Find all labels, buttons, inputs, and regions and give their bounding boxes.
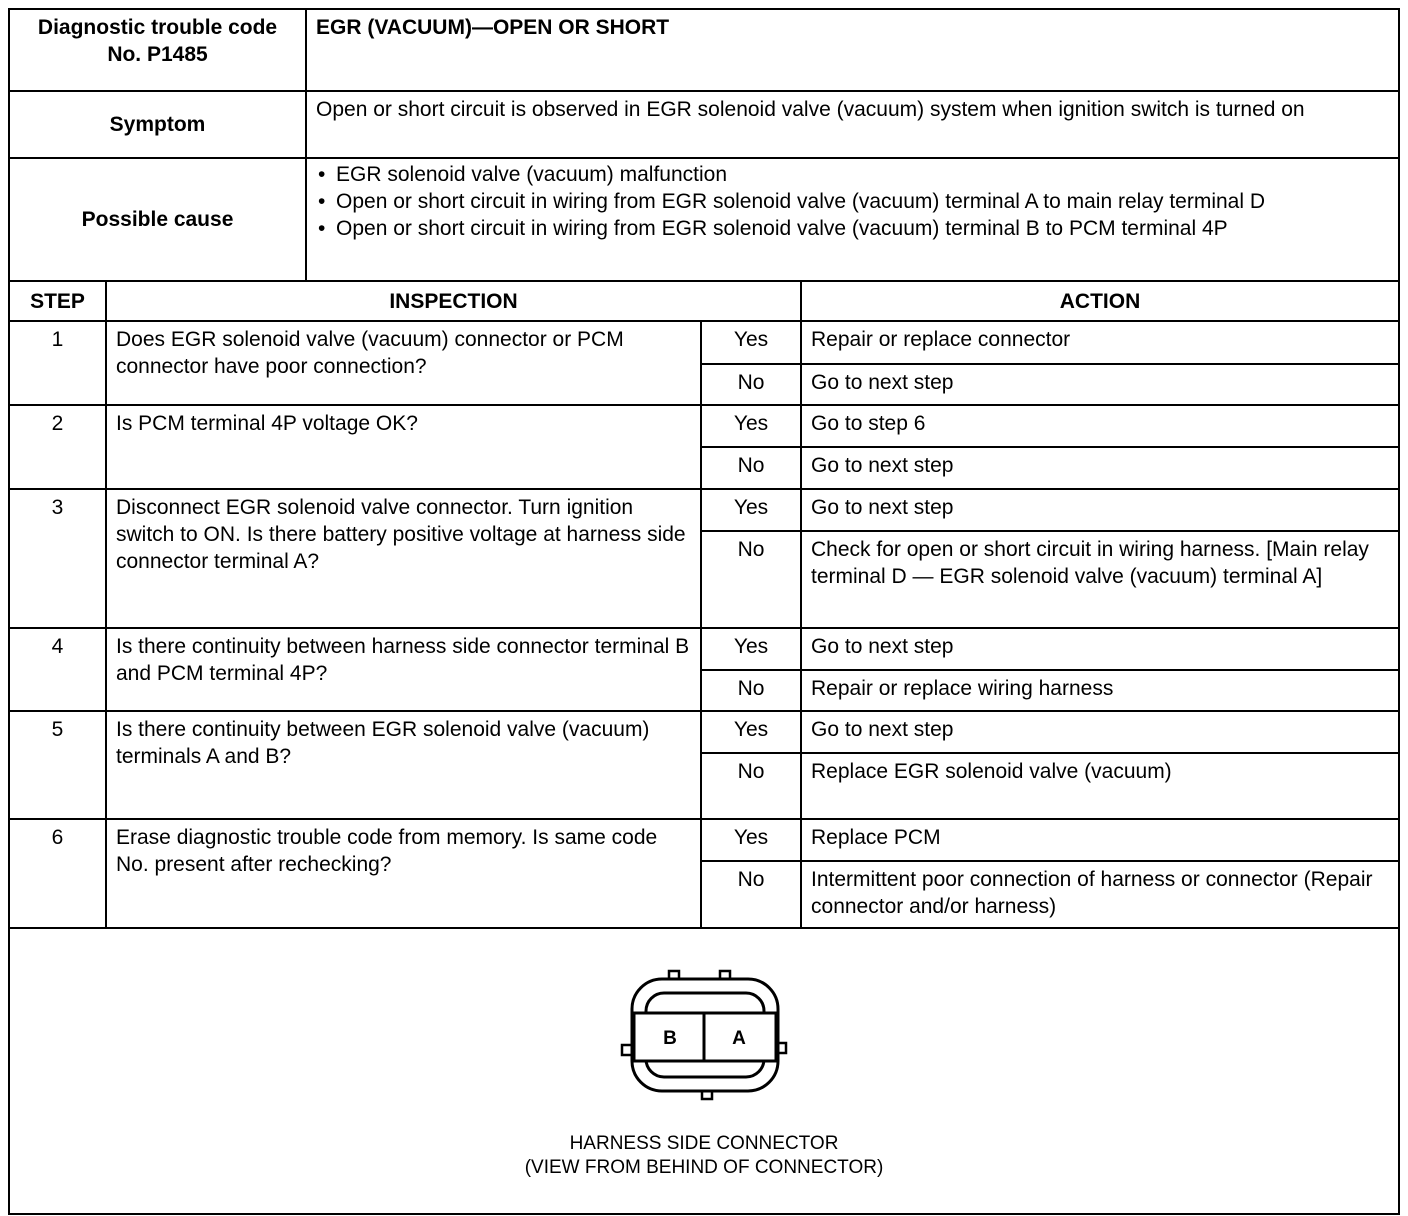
diagnostic-sheet (8, 8, 1398, 1215)
no-action: Repair or replace wiring harness (801, 670, 1399, 711)
step-row (9, 819, 1399, 861)
diagnostic-table (8, 8, 1400, 1215)
yes-label: Yes (701, 819, 801, 861)
step-number: 4 (9, 628, 106, 711)
yes-label: Yes (701, 711, 801, 753)
no-action: Go to next step (801, 364, 1399, 405)
no-action: Go to next step (801, 447, 1399, 489)
cause-item: • EGR solenoid valve (vacuum) malfunction (336, 161, 1389, 188)
step-number: 3 (9, 489, 106, 628)
step-row (9, 628, 1399, 670)
inspection-text: Is there continuity between harness side connector terminal B and PCM terminal 4P? (106, 628, 701, 711)
step-row (9, 321, 1399, 364)
yes-label: Yes (701, 628, 801, 670)
dtc-label: Diagnostic trouble code No. P1485 (9, 9, 306, 91)
step-number: 1 (9, 321, 106, 405)
harness-connector-diagram (614, 963, 794, 1103)
symptom-label: Symptom (9, 91, 306, 158)
yes-action: Go to next step (801, 711, 1399, 753)
yes-action: Replace PCM (801, 819, 1399, 861)
cause-label: Possible cause (9, 158, 306, 281)
pin-b-label: B (663, 1028, 677, 1049)
inspection-text: Erase diagnostic trouble code from memory. Is same code No. present after rechecking? (106, 819, 701, 928)
no-label: No (701, 861, 801, 928)
step-row (9, 405, 1399, 447)
dtc-title: EGR (VACUUM)—OPEN OR SHORT (306, 9, 1399, 91)
inspection-text: Disconnect EGR solenoid valve connector. Turn ignition switch to ON. Is there battery positive voltage at harness side connector terminal A? (106, 489, 701, 628)
step-number: 2 (9, 405, 106, 489)
no-label: No (701, 364, 801, 405)
inspection-text: Is PCM terminal 4P voltage OK? (106, 405, 701, 489)
cause-item: • Open or short circuit in wiring from EGR solenoid valve (vacuum) terminal A to main relay terminal D (336, 188, 1389, 215)
step-row (9, 489, 1399, 531)
yes-action: Go to step 6 (801, 405, 1399, 447)
yes-action: Repair or replace connector (801, 321, 1399, 364)
inspection-text: Is there continuity between EGR solenoid valve (vacuum) terminals A and B? (106, 711, 701, 819)
yes-label: Yes (701, 321, 801, 364)
symptom-text: Open or short circuit is observed in EGR solenoid valve (vacuum) system when ignition switch is turned on (306, 91, 1399, 158)
step-row (9, 711, 1399, 753)
diagram-caption: HARNESS SIDE CONNECTOR (569, 1133, 839, 1154)
diagram-caption-sub: (VIEW FROM BEHIND OF CONNECTOR) (524, 1157, 884, 1178)
pin-a-label: A (732, 1028, 746, 1049)
inspection-header: INSPECTION (106, 281, 801, 321)
step-header: STEP (9, 281, 106, 321)
yes-label: Yes (701, 405, 801, 447)
yes-label: Yes (701, 489, 801, 531)
no-action: Intermittent poor connection of harness or connector (Repair connector and/or harness) (801, 861, 1399, 928)
no-label: No (701, 670, 801, 711)
step-number: 5 (9, 711, 106, 819)
yes-action: Go to next step (801, 628, 1399, 670)
cause-list (316, 161, 1389, 242)
no-label: No (701, 531, 801, 628)
step-number: 6 (9, 819, 106, 928)
action-header: ACTION (801, 281, 1399, 321)
no-label: No (701, 447, 801, 489)
connector-diagram-cell (9, 928, 1399, 1214)
cause-item: • Open or short circuit in wiring from EGR solenoid valve (vacuum) terminal B to PCM terminal 4P (336, 215, 1389, 242)
yes-action: Go to next step (801, 489, 1399, 531)
no-action: Replace EGR solenoid valve (vacuum) (801, 753, 1399, 819)
no-action: Check for open or short circuit in wiring harness. [Main relay terminal D — EGR solenoid valve (vacuum) terminal A] (801, 531, 1399, 628)
inspection-text: Does EGR solenoid valve (vacuum) connector or PCM connector have poor connection? (106, 321, 701, 405)
no-label: No (701, 753, 801, 819)
